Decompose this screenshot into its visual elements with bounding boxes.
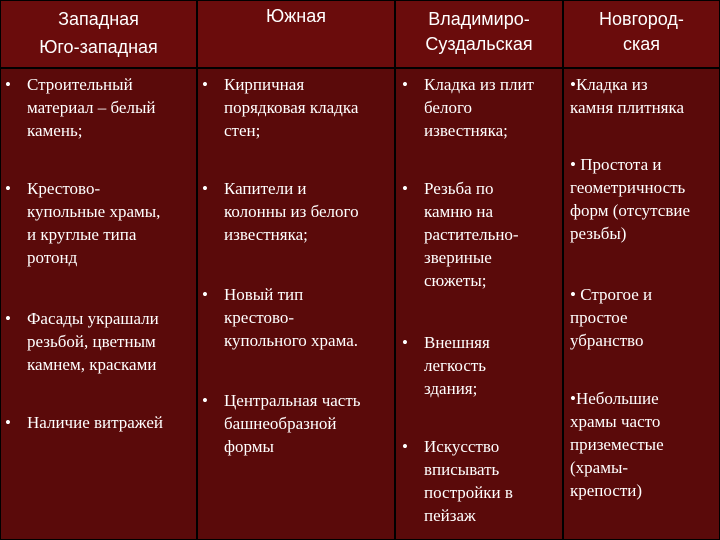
- header-novgorod-label: Новгород- ская: [599, 9, 684, 54]
- list-item: • Внешняя легкость здания;: [402, 333, 490, 398]
- list-item: • Центральная часть башнеобразной формы: [202, 391, 361, 456]
- list-item: • Искусство вписывать постройки в пейзаж: [402, 437, 513, 525]
- bullet-icon: •: [5, 413, 11, 432]
- list-item: • Кирпичная порядковая кладка стен;: [202, 75, 359, 140]
- column-south: [197, 68, 395, 540]
- bullet-icon: •: [5, 309, 11, 328]
- list-item: • Кладка из плит белого известняка;: [402, 75, 534, 140]
- list-item: • Строительный материал – белый камень;: [5, 75, 156, 140]
- list-item: • Наличие витражей: [5, 413, 163, 432]
- header-west-label: Западная Юго-западная: [39, 9, 158, 57]
- list-item: • Простота и геометричность форм (отсутсвие резьбы): [570, 155, 691, 243]
- header-south: [197, 0, 395, 68]
- bullet-icon: •: [202, 75, 208, 94]
- column-west: [0, 68, 197, 540]
- bullet-icon: •: [402, 437, 408, 456]
- bullet-icon: •: [402, 333, 408, 352]
- header-west: [0, 0, 197, 68]
- bullet-icon: •: [202, 179, 208, 198]
- bullet-icon: •: [202, 285, 208, 304]
- header-south-label: Южная: [266, 6, 326, 26]
- list-item: •Кладка из камня плитняка: [570, 75, 685, 117]
- bullet-icon: •: [5, 179, 11, 198]
- header-vladimir: [395, 0, 563, 68]
- header-vladimir-label: Владимиро- Суздальская: [425, 9, 533, 54]
- list-item: • Капители и колонны из белого известняка;: [202, 179, 359, 244]
- list-item: • Крестово- купольные храмы, и круглые типа ротонд: [5, 179, 161, 267]
- header-novgorod: [563, 0, 720, 68]
- bullet-icon: •: [202, 391, 208, 410]
- bullet-icon: •: [402, 75, 408, 94]
- list-item: • Резьба по камню на растительно- звериные сюжеты;: [402, 179, 519, 290]
- bullet-icon: •: [5, 75, 11, 94]
- list-item: • Фасады украшали резьбой, цветным камнем, красками: [5, 309, 159, 374]
- list-item: • Строгое и простое убранство: [570, 285, 653, 350]
- bullet-icon: •: [402, 179, 408, 198]
- column-vladimir: [395, 68, 563, 540]
- list-item: •Небольшие храмы часто приземестые (храмы- крепости): [570, 389, 664, 500]
- list-item: • Новый тип крестово- купольного храма.: [202, 285, 359, 350]
- column-novgorod: [563, 68, 720, 540]
